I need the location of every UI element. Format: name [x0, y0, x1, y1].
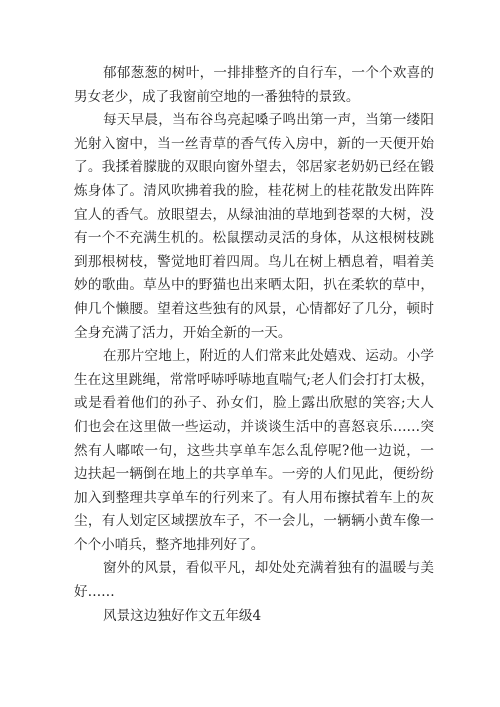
text-line: 生在这里跳绳，常常呼哧呼哧地直喘气;老人们会打打太极，	[74, 371, 434, 388]
text-line: 然有人嘟哝一句，这些共享单车怎么乱停呢?他一边说，一	[74, 442, 434, 459]
text-line: 了。我揉着朦胧的双眼向窗外望去，邻居家老奶奶已经在锻	[74, 159, 434, 176]
text-line: 全身充满了活力，开始全新的一天。	[74, 324, 292, 341]
text-line: 尘，有人划定区域摆放车子，不一会儿，一辆辆小黄车像一	[74, 513, 434, 530]
text-line: 窗外的风景，看似平凡，却处处充满着独有的温暖与美	[103, 560, 434, 577]
text-line: 郁郁葱葱的树叶，一排排整齐的自行车，一个个欢喜的	[103, 65, 434, 81]
text-line: 们也会在这里做一些运动，并谈谈生活中的喜怒哀乐……突	[74, 418, 434, 435]
text-line: 炼身体了。清风吹拂着我的脸，桂花树上的桂花散发出阵阵	[74, 182, 434, 199]
paragraph-3	[74, 345, 434, 557]
text-line: 在那片空地上，附近的人们常来此处嬉戏、运动。小学	[103, 348, 434, 365]
text-line: 个个小哨兵，整齐地排列好了。	[74, 536, 265, 553]
text-line: 伸几个懒腰。望着这些独有的风景，心情都好了几分，顿时	[74, 300, 434, 317]
article-body	[74, 62, 434, 628]
text-line: 妙的歌曲。草丛中的野猫也出来晒太阳，扒在柔软的草中，	[74, 277, 434, 294]
text-line: 男女老少，成了我窗前空地的一番独特的景致。	[74, 88, 360, 105]
section-heading: 风景这边独好作文五年级4	[103, 607, 262, 624]
text-line: 每天早晨，当布谷鸟亮起嗓子鸣出第一声，当第一缕阳	[103, 112, 434, 129]
text-line: 或是看着他们的孙子、孙女们，脸上露出欣慰的笑容;大人	[74, 395, 434, 412]
paragraph-4	[74, 557, 434, 604]
text-line: 到那根树枝，警觉地盯着四周。鸟儿在树上栖息着，唱着美	[74, 253, 434, 270]
text-line: 光射入窗中，当一丝青草的香气传入房中，新的一天便开始	[74, 135, 434, 152]
text-line: 好……	[74, 584, 115, 601]
paragraph-2	[74, 109, 434, 345]
paragraph-1	[74, 62, 434, 109]
text-line: 加入到整理共享单车的行列来了。有人用布擦拭着车上的灰	[74, 489, 434, 506]
text-line: 边扶起一辆倒在地上的共享单车。一旁的人们见此，便纷纷	[74, 466, 434, 483]
text-line: 有一个不充满生机的。松鼠摆动灵活的身体，从这根树枝跳	[74, 230, 434, 247]
text-line: 宜人的香气。放眼望去，从绿油油的草地到苍翠的大树，没	[74, 206, 434, 223]
